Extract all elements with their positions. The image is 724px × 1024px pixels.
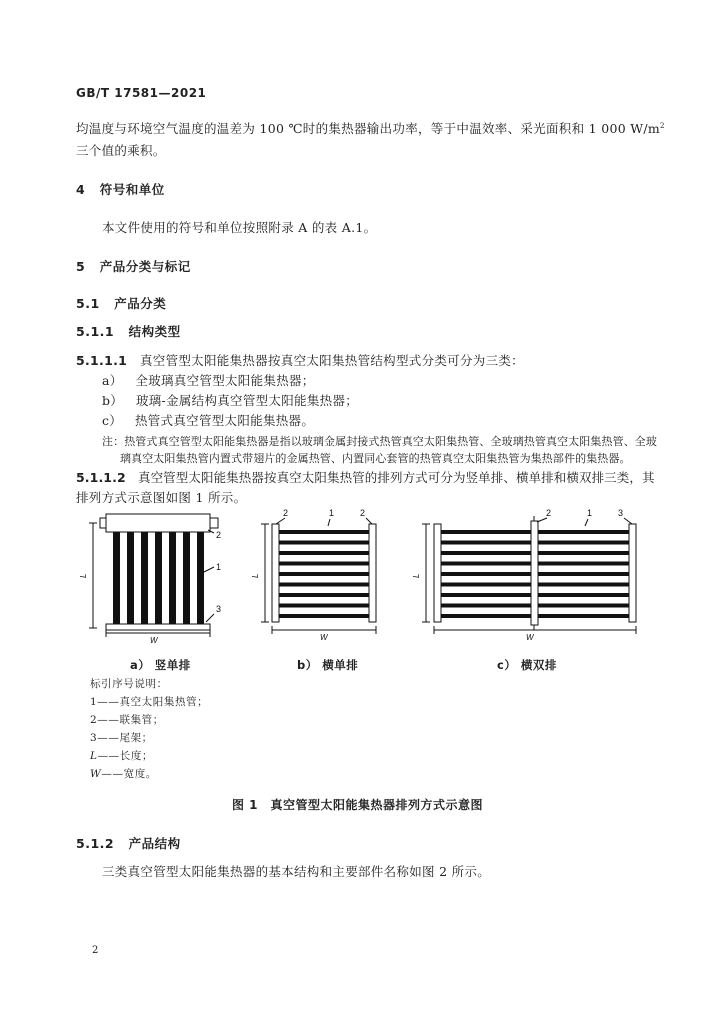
collector-tube xyxy=(538,541,629,545)
note-line: 注：热管式真空管型太阳能集热器是指以玻璃金属封接式热管真空太阳集热管、全玻璃热管真空太阳集热管、全玻 xyxy=(102,435,657,448)
collector-tube xyxy=(279,614,369,618)
diagram-vertical-single-row xyxy=(89,514,218,637)
section-number: 5.1.2 xyxy=(76,836,115,851)
list-label: b） xyxy=(102,393,124,408)
standard-code: GB/T 17581—2021 xyxy=(76,86,207,100)
legend-item xyxy=(90,730,153,745)
section-number: 5.1 xyxy=(76,296,100,311)
section-number: 5 xyxy=(76,259,86,274)
collector-tube xyxy=(197,532,204,624)
clause-number: 5.1.1.2 xyxy=(76,470,126,485)
collector-tube xyxy=(538,604,629,608)
collector-tube xyxy=(538,562,629,566)
section-number: 4 xyxy=(76,182,86,197)
callout-label: 2 xyxy=(283,508,289,518)
subfigure-caption-b: b） 横单排 xyxy=(297,658,359,672)
width-label: W xyxy=(526,633,534,642)
figure-caption: 图 1 真空管型太阳能集热器排列方式示意图 xyxy=(232,798,484,812)
collector-tube xyxy=(538,593,629,597)
width-label: W xyxy=(150,636,158,645)
legend-item xyxy=(90,712,164,727)
collector-tube xyxy=(155,532,162,624)
clause-text: 真空管型太阳能集热器按真空太阳集热管结构型式分类可分为三类： xyxy=(139,353,524,368)
legend-key: 2 xyxy=(90,714,98,726)
collector-tube xyxy=(279,530,369,534)
legend-text: ——宽度。 xyxy=(101,768,157,780)
paragraph-text: 均温度与环境空气温度的温差为 100 ℃时的集热器输出功率，等于中温效率、采光面积和 1 000 W/m xyxy=(76,121,661,136)
legend-text: ——长度； xyxy=(97,750,154,762)
legend-key: L xyxy=(90,750,98,762)
collector-tube xyxy=(279,583,369,587)
page-number: 2 xyxy=(92,945,99,956)
callout-label: 1 xyxy=(329,508,335,518)
section-title: 结构类型 xyxy=(128,324,181,339)
collector-tube xyxy=(441,551,531,555)
collector-tube xyxy=(441,604,531,608)
paragraph-line: 三个值的乘积。 xyxy=(76,143,166,158)
callout-label: 3 xyxy=(216,604,222,614)
superscript: 2 xyxy=(660,121,665,130)
collector-tube xyxy=(279,593,369,597)
collector-tube xyxy=(279,551,369,555)
collector-tube xyxy=(538,572,629,576)
section-number: 5.1.1 xyxy=(76,324,115,339)
legend-item xyxy=(90,748,153,763)
legend-item xyxy=(90,694,208,709)
legend-key: W xyxy=(90,768,102,780)
note-line: 璃真空太阳集热管内置式带翅片的金属热管、内置同心套管的热管真空太阳集热管为集热部件的集热器。 xyxy=(120,452,631,465)
callout-label: 1 xyxy=(587,508,593,518)
diagram-horizontal-double-row xyxy=(422,516,636,634)
legend-title: 标引序号说明： xyxy=(90,678,168,690)
clause-text-continued: 排列方式示意图如图 1 所示。 xyxy=(76,490,247,505)
collector-tube xyxy=(441,530,531,534)
callout-label: 2 xyxy=(216,530,222,540)
collector-tube xyxy=(441,593,531,597)
collector-tube xyxy=(538,530,629,534)
collector-tube xyxy=(441,562,531,566)
collector-tube xyxy=(113,532,120,624)
list-label: a） xyxy=(102,373,123,388)
list-text: 全玻璃真空管型太阳能集热器； xyxy=(135,373,315,388)
collector-tube xyxy=(279,604,369,608)
legend-text: ——真空太阳集热管； xyxy=(97,696,209,708)
section-body: 本文件使用的符号和单位按照附录 A 的表 A.1。 xyxy=(102,220,377,235)
legend-text: ——尾架； xyxy=(97,732,153,744)
length-label: L xyxy=(412,573,421,578)
collector-tube xyxy=(441,583,531,587)
callout-label: 3 xyxy=(618,508,624,518)
collector-tube xyxy=(127,532,134,624)
collector-tube xyxy=(279,541,369,545)
callout-label: 1 xyxy=(216,562,222,572)
legend-key: 1 xyxy=(90,696,98,708)
callout-label: 2 xyxy=(546,508,552,518)
callout-label: 2 xyxy=(360,508,366,518)
collector-tube xyxy=(441,614,531,618)
list-label: c） xyxy=(102,413,123,428)
legend-key: 3 xyxy=(90,732,98,744)
collector-tube xyxy=(141,532,148,624)
collector-tube xyxy=(279,562,369,566)
section-title: 产品分类 xyxy=(114,296,167,311)
section-heading-5-1-2 xyxy=(76,834,181,852)
section-body: 三类真空管型太阳能集热器的基本结构和主要部件名称如图 2 所示。 xyxy=(102,864,491,879)
collector-tube xyxy=(183,532,190,624)
section-title: 产品分类与标记 xyxy=(99,259,191,274)
list-text: 玻璃-金属结构真空管型太阳能集热器； xyxy=(135,393,359,408)
diagram-horizontal-single-row xyxy=(261,518,376,634)
list-text: 热管式真空管型太阳能集热器。 xyxy=(134,413,315,428)
collector-tube xyxy=(169,532,176,624)
subfigure-caption-a: a） 竖单排 xyxy=(130,658,191,672)
width-label: W xyxy=(320,633,328,642)
legend-text: ——联集管； xyxy=(97,714,164,726)
collector-tube xyxy=(538,583,629,587)
clause-text: 真空管型太阳能集热器按真空太阳集热管的排列方式可分为竖单排、横单排和横双排三类，其 xyxy=(137,470,655,485)
section-title: 产品结构 xyxy=(128,836,181,851)
collector-tube xyxy=(441,572,531,576)
clause-number: 5.1.1.1 xyxy=(76,353,128,368)
length-label: L xyxy=(251,573,260,578)
collector-tube xyxy=(538,551,629,555)
legend-item xyxy=(90,766,157,781)
length-label: L xyxy=(79,573,88,578)
subfigure-caption-c: c） 横双排 xyxy=(497,658,557,672)
collector-tube xyxy=(441,541,531,545)
collector-tube xyxy=(279,572,369,576)
collector-tube xyxy=(538,614,629,618)
section-title: 符号和单位 xyxy=(99,182,165,197)
